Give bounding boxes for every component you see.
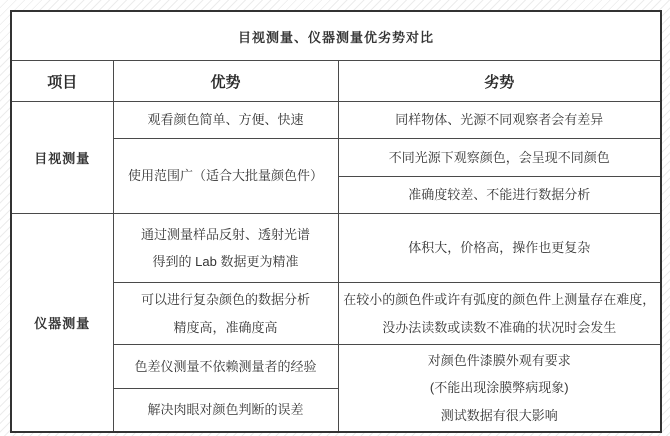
disadvantage-cell — [338, 283, 661, 345]
cell-line: 在较小的颜色件或许有弧度的颜色件上测量存在难度， — [343, 292, 656, 308]
cell-line: 精度高，准确度高 — [173, 319, 278, 335]
disadvantage-cell — [338, 214, 661, 283]
cell-line: 观看颜色简单、方便、快速 — [147, 112, 304, 128]
cell-line: 可以进行复杂颜色的数据分析 — [140, 292, 310, 308]
advantage-cell — [113, 389, 338, 432]
cell-line: (不能出现涂膜弊病现象) — [429, 380, 569, 396]
advantage-cell — [113, 214, 338, 283]
cell-line: 测试数据有很大影响 — [440, 407, 558, 423]
cell-line: 没办法读数或读数不准确的状况时会发生 — [382, 319, 617, 335]
table-title: 目视测量、仪器测量优劣势对比 — [11, 11, 661, 61]
advantage-cell — [113, 139, 338, 214]
advantage-cell — [113, 102, 338, 139]
cell-line: 得到的 Lab 数据更为精准 — [152, 254, 299, 269]
disadvantage-cell — [338, 102, 661, 139]
comparison-table — [10, 10, 662, 433]
advantage-cell — [113, 345, 338, 389]
cell-line: 通过测量样品反射、透射光谱 — [140, 226, 310, 242]
disadvantage-cell — [338, 139, 661, 177]
cell-line: 同样物体、光源不同观察者会有差异 — [395, 112, 604, 128]
header-project: 项目 — [11, 61, 113, 102]
disadvantage-cell — [338, 177, 661, 214]
cell-line: 色差仪测量不依赖测量者的经验 — [134, 358, 317, 374]
cell-line: 不同光源下观察颜色，会呈现不同颜色 — [388, 149, 610, 165]
cell-line: 体积大，价格高，操作也更复杂 — [408, 240, 591, 256]
cell-line: 准确度较差、不能进行数据分析 — [408, 187, 591, 203]
header-advantage: 优势 — [113, 61, 338, 102]
header-disadvantage: 劣势 — [338, 61, 661, 102]
cell-line: 使用范围广（适合大批量颜色件） — [127, 168, 323, 184]
cell-line: 解决肉眼对颜色判断的误差 — [147, 402, 304, 418]
advantage-cell — [113, 283, 338, 345]
section-label-instrument-measurement: 仪器测量 — [11, 214, 113, 432]
disadvantage-cell — [338, 345, 661, 432]
section-label-visual-measurement: 目视测量 — [11, 102, 113, 214]
cell-line: 对颜色件漆膜外观有要求 — [427, 353, 571, 368]
